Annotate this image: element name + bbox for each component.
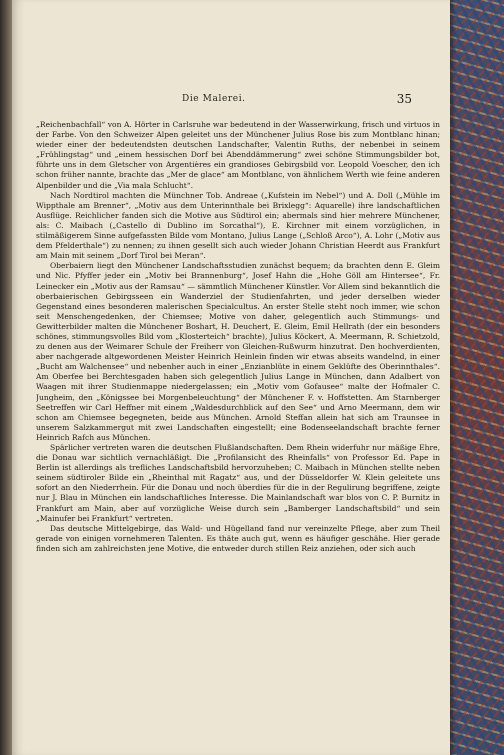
book-page bbox=[12, 0, 450, 755]
body-text bbox=[36, 120, 440, 742]
running-head: Die Malerei. bbox=[182, 94, 246, 104]
page-header bbox=[182, 92, 412, 108]
paragraph: Oberbaiern liegt den Münchener Landschaftsstudien zunächst bequem; da brachten denn E. Gleim und Nic. Pfyffer jeder ein „Motiv bei Brannenburg“, Josef Hahn die „Hohe Göll am Hintersee“, Fr. Leinecker ein „Motiv aus der Ramsau“ — sämmtlich Münchener Künstler. Vor Allem sind bekanntlich die oberbaierischen Gebirgsseen ein Wanderziel der Studienfahrten, und jeder derselben wieder Gegenstand eines besonderen malerischen Specialcultus. An erster Stelle steht noch immer, wie schon seit Menschengedenken, der Chiemsee; Motive von daher, gelegentlich auch Stimmungs- und Gewitterbilder malten die Münchener Boshart, H. Deuchert, E. Gleim, Emil Hellrath (der ein besonders schönes, stimmungsvolles Bild vom „Klosterteich“ brachte), Julius Köckert, A. Meermann, R. Schietzold, zu denen aus der Weimarer Schule der Freiherr von Gleichen-Rußwurm hinzutrat. Den hochverdienten, aber nachgerade altgewordenen Meister Heinrich Heinlein finden wir etwas abseits wandelnd, in einer „Bucht am Walchensee“ und nebenher auch in einer „Enzianblüte in einem Geklüfte des Oberinnthales“. Am Oberfee bei Berchtesgaden haben sich gelegentlich Julius Lange in München, dann Adalbert von Waagen mit ihrer Studienmappe niedergelassen; ein „Motiv vom Gofausee“ malte der Hofmaler C. Jungheim, den „Königssee bei Morgenbeleuchtung“ der Münchener F. v. Hoffstetten. Am Starnberger Seetreffen wir Carl Heffner mit einem „Waldesdurchblick auf den See“ und Arno Meermann, dem wir schon am Chiemsee begegneten, beide aus München. Arnold Steffan allein hat sich am Traunsee in unserem Salzkammergut mit zwei Landschaften eingestellt; eine Bodenseelandschaft brachte ferner Heinrich Rafch aus München. bbox=[36, 261, 440, 442]
paragraph: Spärlicher vertreten waren die deutschen Flußlandschaften. Dem Rhein widerfuhr nur mäßige Ehre, die Donau war sichtlich vernachläßigt. Die „Profilansicht des Rheinfalls“ von Professor Ed. Pape in Berlin ist allerdings als trefliches Landschaftsbild hervorzuheben; C. Maibach in München stellte neben seinem südtiroler Bilde ein „Rheinthal mit Ragatz“ aus, und der Düsseldorfer W. Klein geleitete uns sofort an den Niederrhein. Für die Donau und noch überdies für die in der Regulirung begriffene, zeigte nur J. Blau in München ein landschaftliches Interesse. Die Mainlandschaft war blos von C. P. Burnitz in Frankfurt am Main, aber auf vorzügliche Weise durch sein „Bamberger Landschaftsbild“ und sein „Mainufer bei Frankfurt“ vertreten. bbox=[36, 443, 440, 523]
page-number: 35 bbox=[396, 92, 412, 106]
paragraph: Das deutsche Mittelgebirge, das Wald- und Hügelland fand nur vereinzelte Pflege, aber zum Theil gerade von einigen vornehmeren Talenten. Es thäte auch gut, wenn es häufiger geschähe. Hier gerade finden sich am zahlreichsten jene Motive, die entweder durch stillen Reiz anziehen, oder sich auch bbox=[36, 523, 440, 553]
marbled-endpaper bbox=[450, 0, 504, 755]
book-spine-edge bbox=[0, 0, 12, 755]
paragraph: Nach Nordtirol machten die Münchner Tob. Andreae („Kufstein im Nebel“) und A. Doll („Mühle im Wippthale am Brenner“, „Motiv aus dem Unterinnthale bei Brixlegg“: Aquarelle) ihre landschaftlichen Ausflüge. Reichlicher fanden sich die Motive aus Südtirol ein; abermals sind hier mehrere Münchener, als: C. Maibach („Castello di Dublino im Sorcathal“), E. Kirchner mit einem vorzüglichen, in stilmäßigerem Sinne aufgefassten Bilde vom Montano, Julius Lange („Schloß Arco“), A. Lohr („Motiv aus dem Pfelderthale“) zu nennen; zu ihnen gesellt sich auch wieder Johann Christian Heerdt aus Frankfurt am Main mit seinem „Dorf Tirol bei Meran“. bbox=[36, 190, 440, 261]
paragraph: „Reichenbachfall“ von A. Hörter in Carlsruhe war bedeutend in der Wasserwirkung, frisch und virtuos in der Farbe. Von den Schweizer Alpen geleitet uns der Münchener Julius Rose bis zum Montblanc hinan; wieder einer der bedeutendsten deutschen Landschafter, Valentin Ruths, der nebenbei in seinem „Frühlingstag“ und „einem hessischen Dorf bei Abenddämmerung“ zwei schöne Stimmungsbilder bot, führte uns in dem Gletscher von Argentières ein grandioses Gebirgsbild vor. Leopold Voescher, den ich schon früher nannte, brachte das „Mer de glace“ am Montblanc, von ähnlichem Werth wie feine anderen Alpenbilder und die „Via mala Schlucht“. bbox=[36, 120, 440, 190]
page-edge-shadow bbox=[450, 0, 456, 755]
